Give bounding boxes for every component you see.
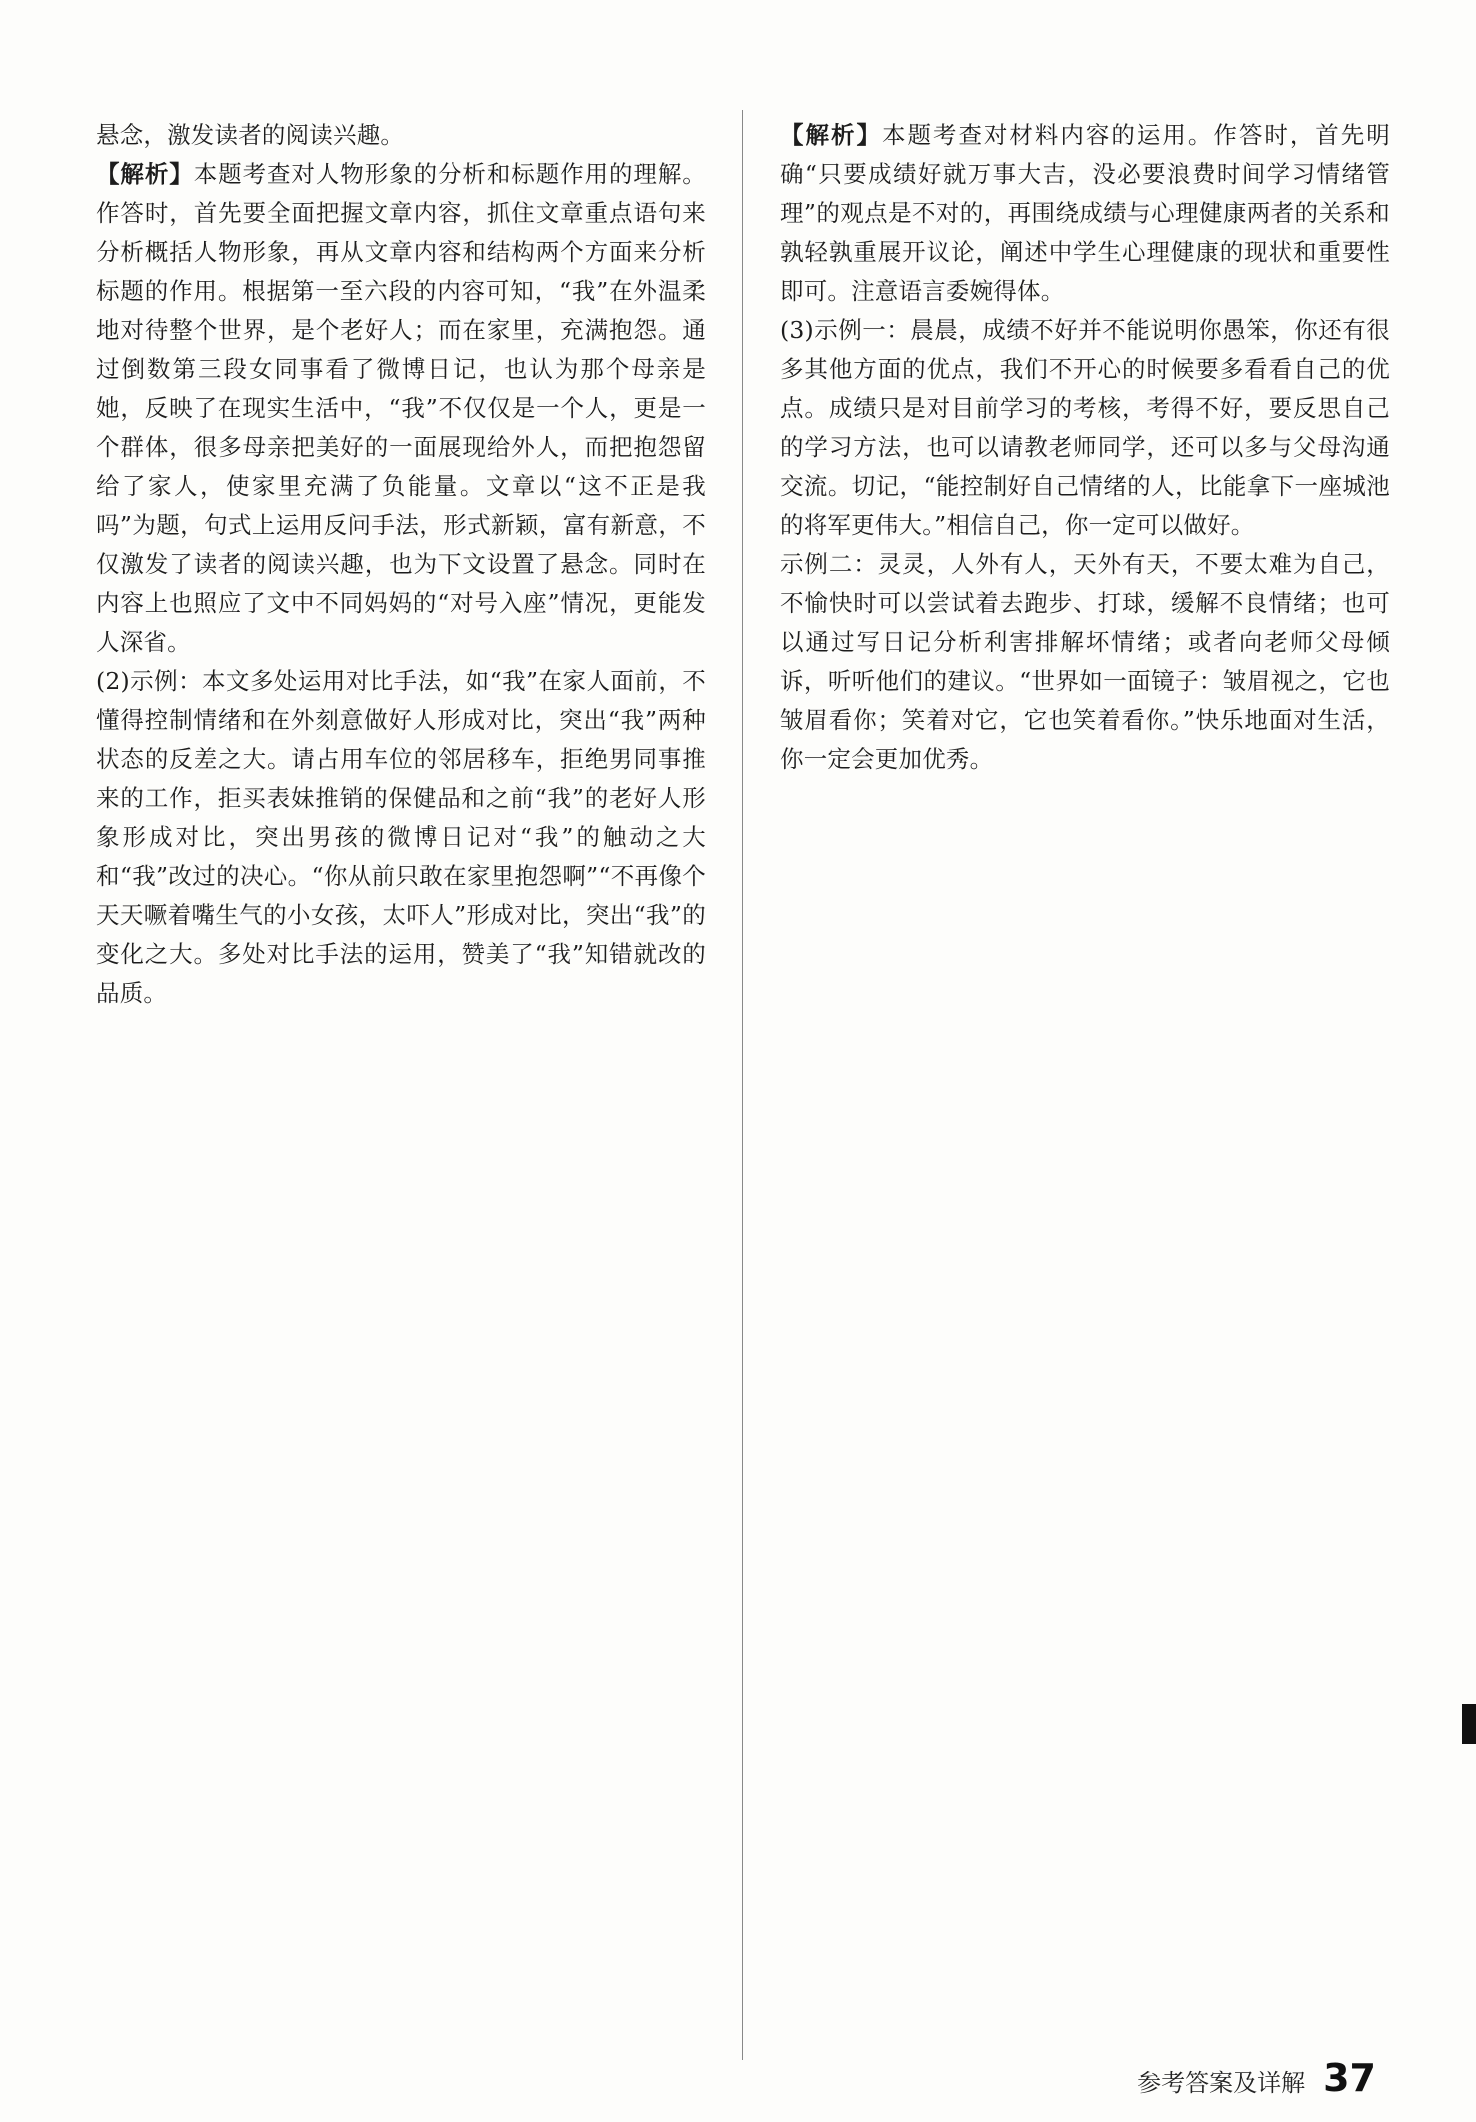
page-footer bbox=[1137, 2056, 1376, 2100]
right-column bbox=[780, 116, 1390, 779]
page-number: 37 bbox=[1323, 2056, 1376, 2100]
right-paragraph-3: 示例二：灵灵，人外有人，天外有天，不要太难为自己，不愉快时可以尝试着去跑步、打球，缓解不良情绪；也可以通过写日记分析利害排解坏情绪；或者向老师父母倾诉，听听他们的建议。“世界如一面镜子：皱眉视之，它也皱眉看你；笑着对它，它也笑着看你。”快乐地面对生活，你一定会更加优秀。 bbox=[780, 550, 1390, 773]
analysis-text: 本题考查对材料内容的运用。作答时，首先明确“只要成绩好就万事大吉，没必要浪费时间学习情绪管理”的观点是不对的，再围绕成绩与心理健康两者的关系和孰轻孰重展开议论，阐述中学生心理健康的现状和重要性即可。注意语言委婉得体。 bbox=[780, 121, 1390, 305]
right-paragraph-1 bbox=[780, 116, 1390, 311]
left-paragraph-1: 悬念，激发读者的阅读兴趣。 bbox=[96, 121, 405, 149]
footer-label: 参考答案及详解 bbox=[1137, 2069, 1306, 2097]
left-paragraph-2 bbox=[96, 155, 706, 662]
analysis-tag: 【解析】 bbox=[96, 160, 194, 188]
column-divider bbox=[742, 110, 743, 2060]
analysis-text: 本题考查对人物形象的分析和标题作用的理解。作答时，首先要全面把握文章内容，抓住文章重点语句来分析概括人物形象，再从文章内容和结构两个方面来分析标题的作用。根据第一至六段的内容可知，“我”在外温柔地对待整个世界，是个老好人；而在家里，充满抱怨。通过倒数第三段女同事看了微博日记，也认为那个母亲是她，反映了在现实生活中，“我”不仅仅是一个人，更是一个群体，很多母亲把美好的一面展现给外人，而把抱怨留给了家人，使家里充满了负能量。文章以“这不正是我吗”为题，句式上运用反问手法，形式新颖，富有新意，不仅激发了读者的阅读兴趣，也为下文设置了悬念。同时在内容上也照应了文中不同妈妈的“对号入座”情况，更能发人深省。 bbox=[96, 160, 706, 656]
left-column bbox=[96, 116, 706, 1013]
edge-tab-mark bbox=[1462, 1704, 1476, 1744]
analysis-tag: 【解析】 bbox=[780, 121, 882, 149]
left-paragraph-3: (2)示例：本文多处运用对比手法，如“我”在家人面前，不懂得控制情绪和在外刻意做好人形成对比，突出“我”两种状态的反差之大。请占用车位的邻居移车，拒绝男同事推来的工作，拒买表妹推销的保健品和之前“我”的老好人形象形成对比，突出男孩的微博日记对“我”的触动之大和“我”改过的决心。“你从前只敢在家里抱怨啊”“不再像个天天噘着嘴生气的小女孩，太吓人”形成对比，突出“我”的变化之大。多处对比手法的运用，赞美了“我”知错就改的品质。 bbox=[96, 667, 706, 1007]
right-paragraph-2: (3)示例一：晨晨，成绩不好并不能说明你愚笨，你还有很多其他方面的优点，我们不开心的时候要多看看自己的优点。成绩只是对目前学习的考核，考得不好，要反思自己的学习方法，也可以请教老师同学，还可以多与父母沟通交流。切记，“能控制好自己情绪的人，比能拿下一座城池的将军更伟大。”相信自己，你一定可以做好。 bbox=[780, 316, 1390, 539]
